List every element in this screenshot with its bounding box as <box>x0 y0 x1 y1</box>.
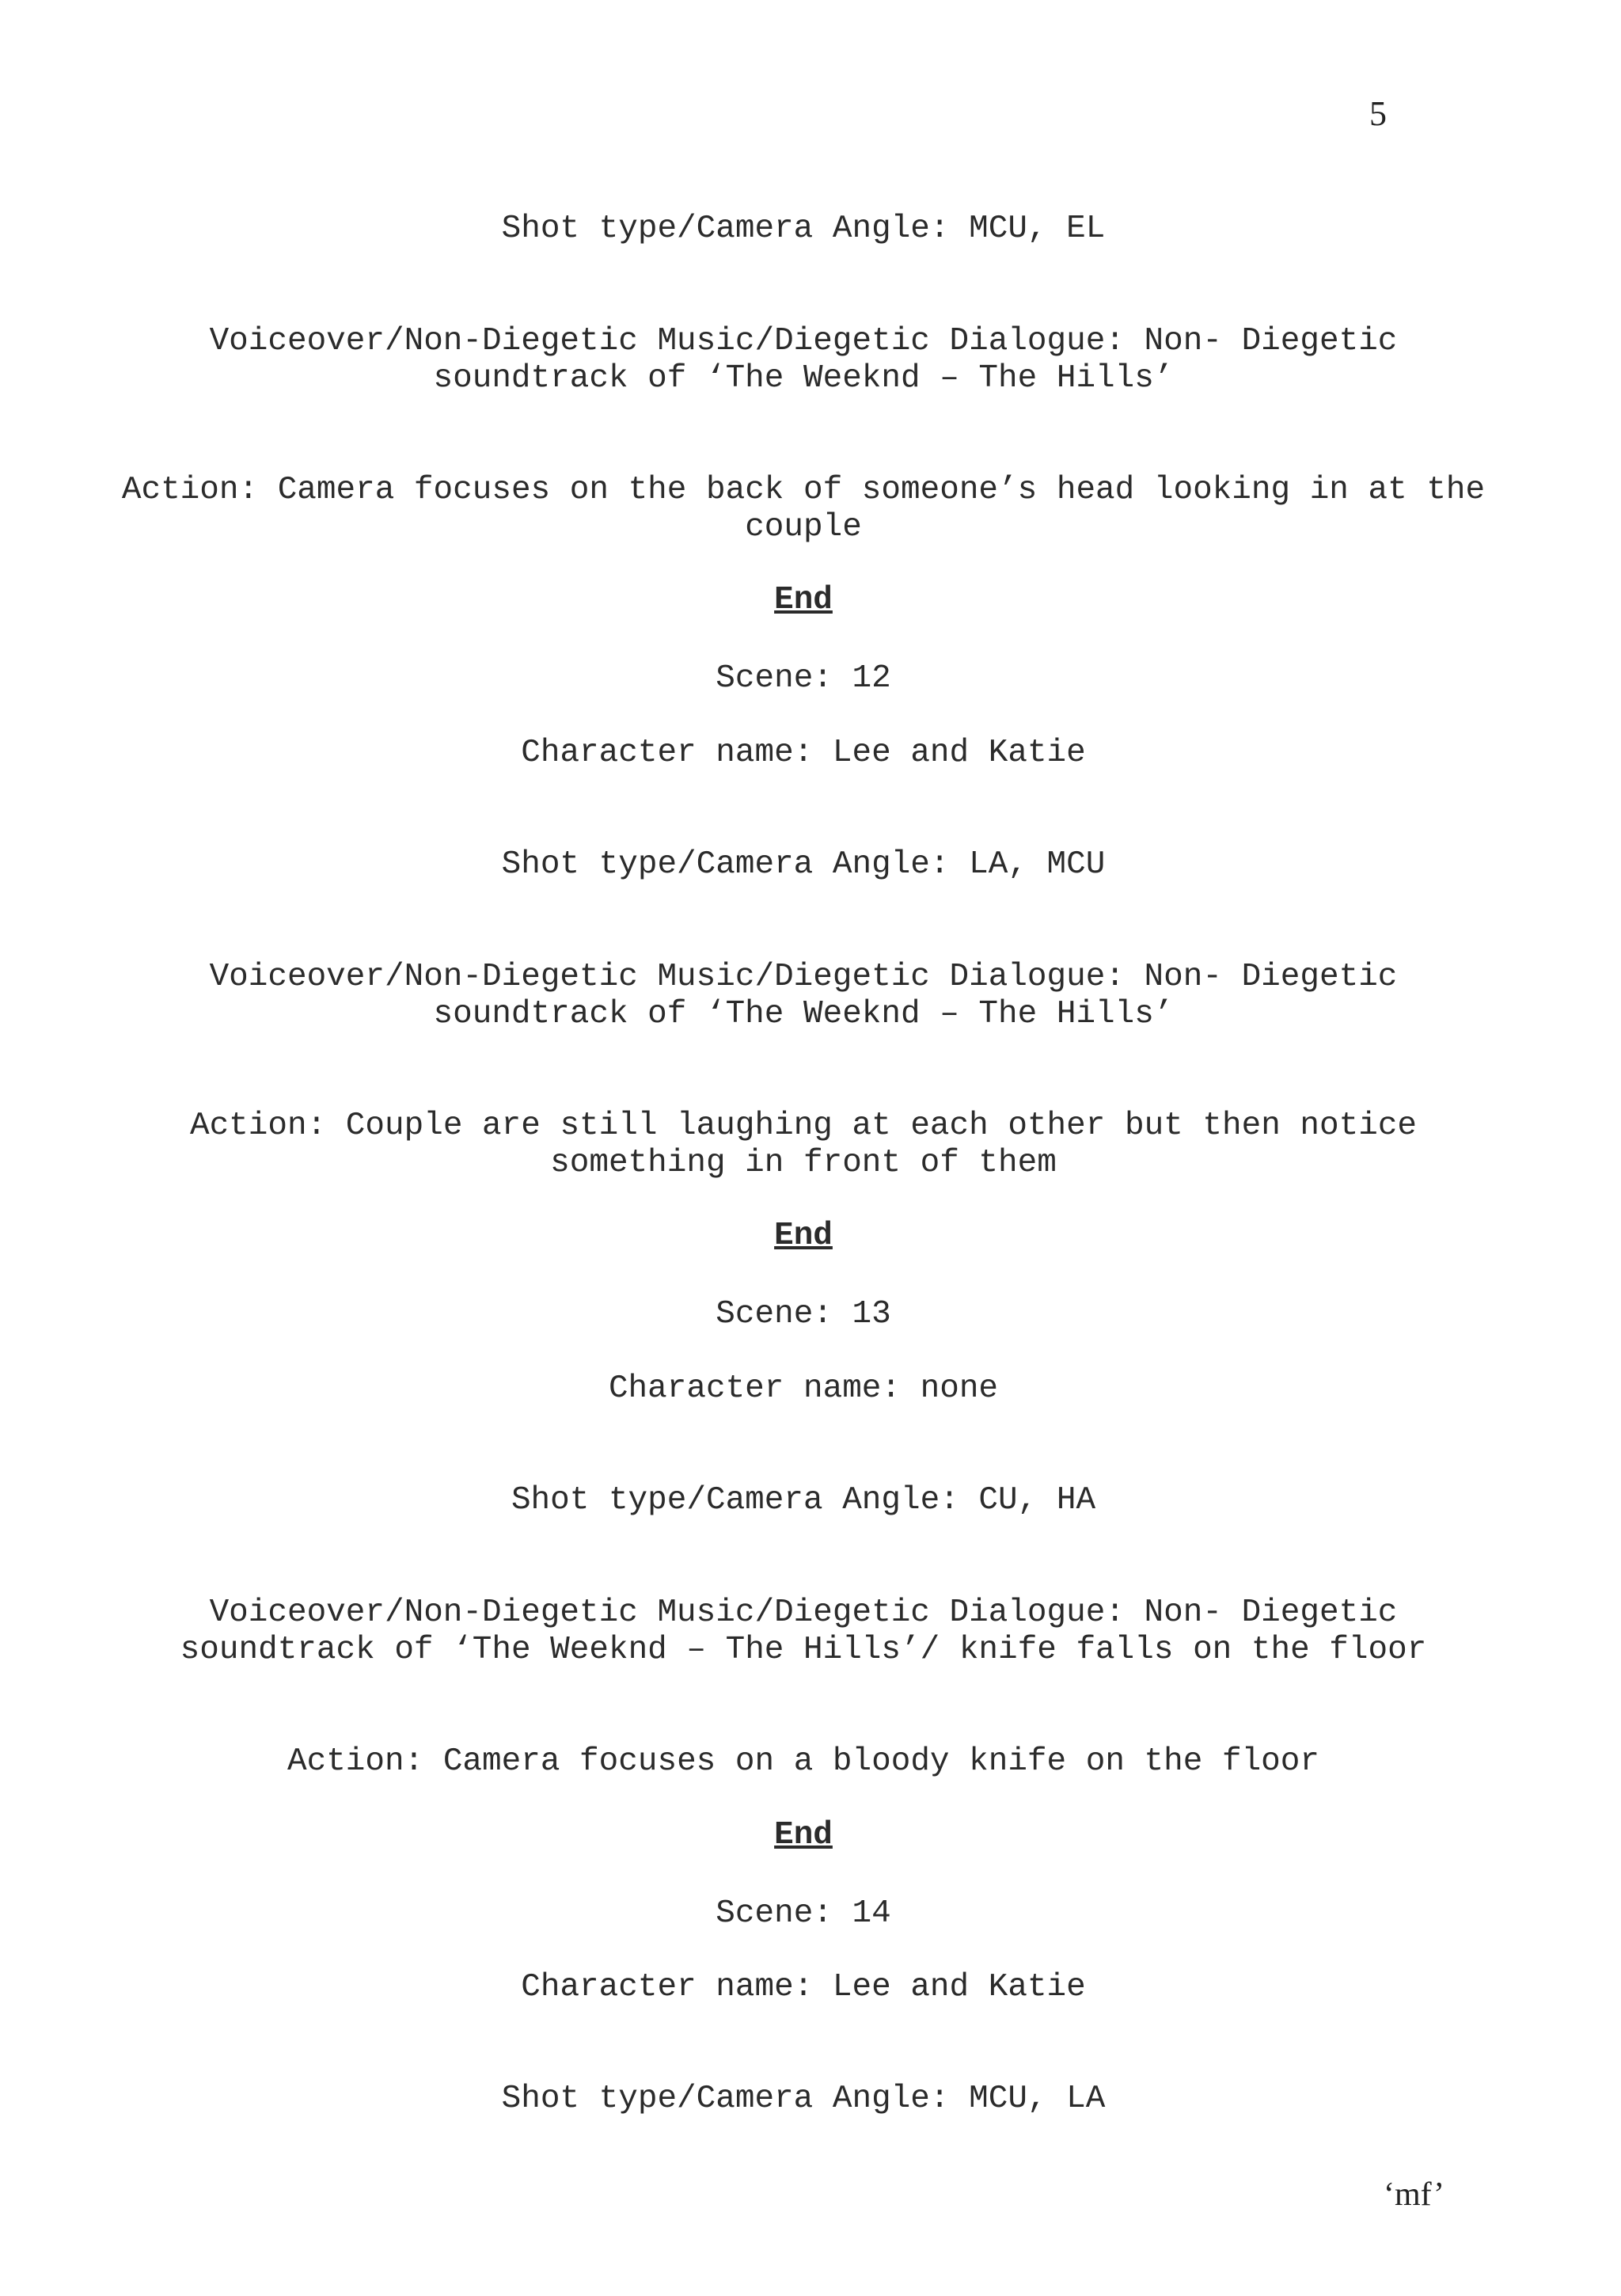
footer-mark: ‘mf’ <box>1384 2176 1444 2213</box>
action-line: Action: Camera focuses on the back of someone’s head looking in at the <box>121 472 1486 508</box>
page-number: 5 <box>1369 94 1387 133</box>
voiceover-line: Voiceover/Non-Diegetic Music/Diegetic Dialogue: Non- Diegetic <box>209 959 1398 995</box>
scene-heading: Scene: 12 <box>716 660 891 697</box>
shot-type-line: Shot type/Camera Angle: LA, MCU <box>501 846 1106 883</box>
scene-heading: Scene: 14 <box>716 1895 891 1932</box>
scene-heading: Scene: 13 <box>716 1296 891 1332</box>
scene-end-marker: End <box>774 582 833 618</box>
voiceover-line: soundtrack of ‘The Weeknd – The Hills’ <box>433 996 1174 1032</box>
character-name-line: Character name: none <box>608 1370 999 1407</box>
scene-end-marker: End <box>774 1218 833 1254</box>
shot-type-line: Shot type/Camera Angle: MCU, LA <box>501 2081 1106 2117</box>
scene-end-marker: End <box>774 1817 833 1853</box>
voiceover-line: Voiceover/Non-Diegetic Music/Diegetic Dialogue: Non- Diegetic <box>209 323 1398 359</box>
action-line: Action: Camera focuses on a bloody knife on the floor <box>287 1743 1319 1780</box>
voiceover-line: soundtrack of ‘The Weeknd – The Hills’ <box>433 360 1174 397</box>
character-name-line: Character name: Lee and Katie <box>521 735 1086 771</box>
voiceover-line: Voiceover/Non-Diegetic Music/Diegetic Dialogue: Non- Diegetic <box>209 1595 1398 1631</box>
action-line: Action: Couple are still laughing at each other but then notice <box>189 1108 1418 1144</box>
action-line: something in front of them <box>550 1145 1057 1181</box>
character-name-line: Character name: Lee and Katie <box>521 1969 1086 2005</box>
action-line: couple <box>745 509 862 545</box>
shot-type-line: Shot type/Camera Angle: MCU, EL <box>501 211 1106 247</box>
voiceover-line: soundtrack of ‘The Weeknd – The Hills’/ knife falls on the floor <box>180 1632 1427 1668</box>
shot-type-line: Shot type/Camera Angle: CU, HA <box>511 1482 1096 1519</box>
